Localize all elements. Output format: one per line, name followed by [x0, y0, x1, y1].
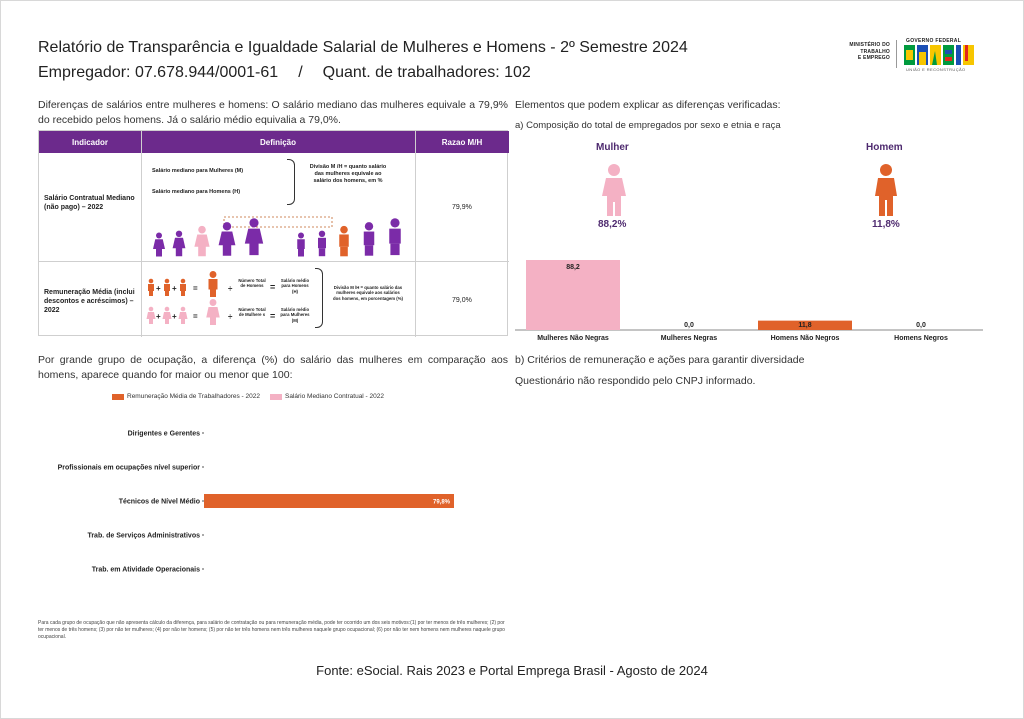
bar	[204, 494, 454, 508]
category-label: Trab. em Atividade Operacionais	[91, 566, 200, 574]
indicator-table	[38, 130, 508, 336]
category-label: Trab. de Serviços Administrativos	[87, 532, 200, 540]
woman-icon	[245, 218, 263, 255]
legend-swatch-remuneracao	[112, 394, 124, 400]
man-icon	[148, 279, 154, 296]
male-icon	[874, 164, 898, 216]
salary-difference-intro: Diferenças de salários entre mulheres e homens: O salário mediano das mulheres equivale a 79,9% do recebido pelos homens. Já o salário médio equivalia a 79,0%.	[38, 99, 508, 126]
female-percentage: 88,2%	[598, 219, 627, 230]
category-label: Técnicos de Nível Médio	[118, 498, 200, 506]
svg-text:÷: ÷	[228, 312, 233, 321]
indicator-media: Remuneração Média (inclui descontos e acréscimos) – 2022	[44, 289, 135, 314]
logo-divider	[896, 40, 897, 68]
svg-text:+: +	[156, 284, 161, 293]
government-logo	[838, 38, 988, 74]
column-divider	[415, 131, 416, 337]
header-definicao: Definição	[141, 131, 415, 153]
report-title: Relatório de Transparência e Igualdade Salarial de Mulheres e Homens - 2º Semestre 2024	[38, 39, 688, 56]
sum-illustration	[145, 271, 241, 331]
ratio-media: 79,0%	[452, 297, 472, 304]
data-label: 88,2	[566, 264, 580, 271]
svg-text:+: +	[172, 284, 177, 293]
people-illustration	[144, 209, 412, 261]
occupation-bar-chart	[30, 418, 510, 588]
brace	[287, 159, 295, 205]
man-icon	[318, 231, 326, 257]
indicator-mediano: Salário Contratual Mediano (não pago) – 2022	[44, 195, 135, 211]
gov-slogan: UNIÃO E RECONSTRUÇÃO	[906, 67, 966, 72]
def-median-women: Salário mediano para Mulheres (M)	[152, 168, 244, 174]
legend-label-remuneracao: Remuneração Média de Trabalhadores - 2022	[127, 393, 260, 400]
category-label: Dirigentes e Gerentes	[127, 430, 200, 438]
man-icon-highlight	[339, 226, 349, 256]
svg-text:=: =	[193, 284, 198, 293]
woman-icon	[173, 231, 186, 257]
category-label: Homens Negros	[894, 335, 948, 342]
female-icon	[602, 164, 626, 216]
man-icon	[389, 218, 401, 255]
section-b-text: Questionário não respondido pelo CNPJ informado.	[515, 375, 756, 387]
woman-icon	[179, 307, 188, 324]
row-divider	[39, 261, 509, 262]
woman-icon	[163, 307, 172, 324]
male-label: Homem	[866, 142, 903, 153]
ministry-logo-text: MINISTÉRIO DO TRABALHO E EMPREGO	[849, 42, 890, 61]
occupation-legend	[112, 393, 384, 400]
data-label: 11,8	[798, 322, 812, 329]
employer-line	[38, 64, 531, 82]
svg-text:=: =	[193, 312, 198, 321]
def-avg-women: Salário médio para Mulheres (M)	[280, 307, 310, 323]
elements-title: Elementos que podem explicar as diferenças verificadas:	[515, 99, 781, 111]
man-icon	[209, 271, 218, 297]
legend-label-salario: Salário Mediano Contratual - 2022	[284, 393, 384, 400]
gov-federal-text: GOVERNO FEDERAL	[906, 38, 962, 44]
man-icon	[180, 279, 186, 296]
woman-icon	[153, 233, 165, 257]
def-number-men: Número Total de Homens	[238, 278, 266, 289]
woman-icon	[147, 307, 156, 324]
brasil-logo	[904, 44, 974, 66]
employer-id: Empregador: 07.678.944/0001-61	[38, 64, 279, 81]
data-label: 0,0	[916, 322, 926, 329]
man-icon	[297, 233, 305, 257]
category-label: Profissionais em ocupações nível superior	[57, 464, 200, 472]
brace	[315, 268, 323, 328]
header-razao: Razao M/H	[415, 131, 509, 153]
legend-swatch-salario	[270, 394, 282, 400]
source-text: Fonte: eSocial. Rais 2023 e Portal Emprega Brasil - Agosto de 2024	[316, 663, 708, 678]
footnote: Para cada grupo de ocupação que não apresenta cálculo da diferença, para salário de contratação ou para remuneração média, pode ter ocorrido um dos seis motivos:(1) por ter menos de três mulheres; (2) por ter menos de três homens; (3) por não ter mulheres; (4) por não ter homens; (5) por não ter três homens nem três mulheres naquele grupo ocupacional; (6) por não ter nem homens nem mulheres naquele grupo ocupacional.	[38, 620, 505, 640]
def-median-men: Salário mediano para Homens (H)	[152, 189, 241, 195]
man-icon	[364, 222, 375, 256]
section-a-title: a) Composição do total de empregados por sexo e etnia e raça	[515, 120, 781, 131]
equals-sign: =	[270, 311, 276, 321]
def-division-median: Divisão M /H = quanto salário das mulheres equivale ao salário dos homens, em %	[309, 164, 387, 184]
svg-text:+: +	[172, 312, 177, 321]
category-label: Homens Não Negros	[770, 335, 840, 342]
category-label: Mulheres Não Negras	[537, 335, 609, 342]
woman-icon	[206, 299, 220, 325]
data-label: 79,8%	[432, 499, 450, 506]
def-number-women: Número Total de Mulhere s	[238, 307, 266, 318]
worker-count: Quant. de trabalhadores: 102	[322, 64, 531, 81]
ratio-mediano: 79,9%	[452, 204, 472, 211]
svg-text:÷: ÷	[228, 284, 233, 293]
def-division-media: Divisão M /H = quanto salário das mulheres equivale aos salários dos homens, em porcentagem (%)	[333, 285, 403, 301]
svg-text:+: +	[156, 312, 161, 321]
man-icon	[164, 279, 170, 296]
occupation-intro: Por grande grupo de ocupação, a diferença (%) do salário das mulheres em comparação aos homens, aparece quando for maior ou menor que 100:	[38, 354, 508, 381]
category-label: Mulheres Negras	[660, 335, 718, 342]
dashed-box	[224, 217, 332, 227]
separator: /	[298, 64, 303, 81]
data-label: 0,0	[684, 322, 694, 329]
header-indicador: Indicador	[39, 131, 141, 153]
section-b-title: b) Critérios de remuneração e ações para garantir diversidade	[515, 354, 805, 366]
equals-sign: =	[270, 282, 276, 292]
ethnicity-bar-chart	[515, 250, 985, 345]
male-percentage: 11,8%	[872, 219, 900, 230]
def-avg-men: Salário médio para Homens (H)	[280, 278, 310, 294]
column-divider	[141, 131, 142, 337]
woman-icon-highlight	[194, 226, 209, 256]
female-label: Mulher	[596, 142, 629, 153]
